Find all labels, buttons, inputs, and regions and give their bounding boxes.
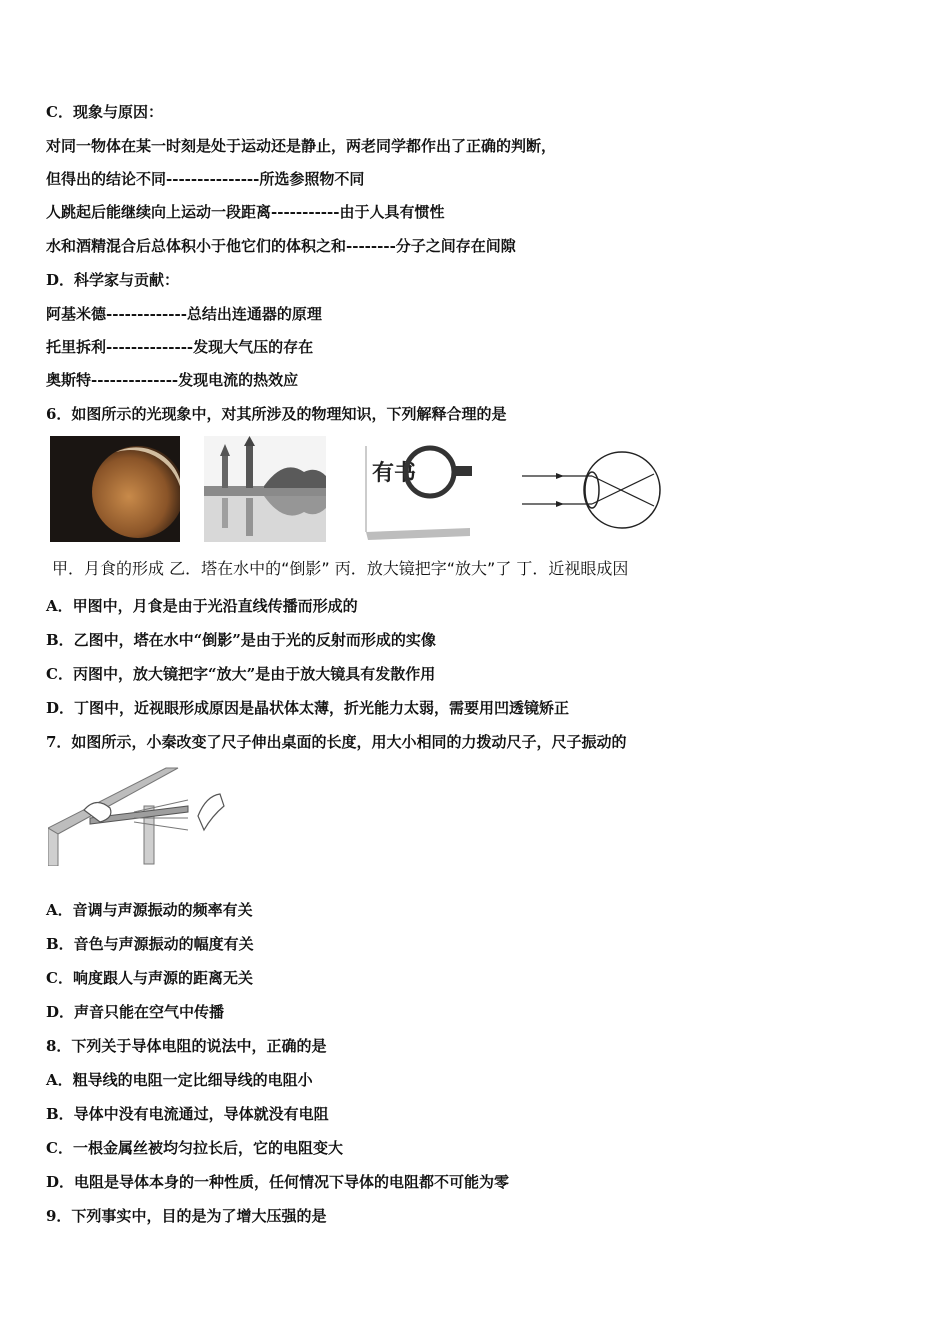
question-8-stem: 8．下列关于导体电阻的说法中，正确的是 (46, 1037, 327, 1055)
q6-option-c: C．丙图中，放大镜把字“放大”是由于放大镜具有发散作用 (46, 665, 436, 683)
text-line: 但得出的结论不同---------------所选参照物不同 (46, 170, 365, 188)
ruler-table-image (48, 766, 228, 866)
q8-option-b: B．导体中没有电流通过，导体就没有电阻 (46, 1105, 329, 1123)
q8-option-c: C．一根金属丝被均匀拉长后，它的电阻变大 (46, 1139, 343, 1157)
q8-option-a: A．粗导线的电阻一定比细导线的电阻小 (46, 1071, 313, 1089)
text-line: 水和酒精混合后总体积小于他它们的体积之和--------分子之间存在间隙 (46, 237, 516, 255)
q6-figure-caption: 甲．月食的形成 乙．塔在水中的“倒影” 丙．放大镜把字“放大”了 丁．近视眼成因 (52, 559, 629, 578)
q7-option-b: B．音色与声源振动的幅度有关 (46, 935, 254, 953)
text-line: 阿基米德-------------总结出连通器的原理 (46, 305, 322, 323)
text-line: 人跳起后能继续向上运动一段距离-----------由于人具有惯性 (46, 203, 445, 221)
q7-option-d: D．声音只能在空气中传播 (46, 1003, 225, 1021)
question-7-stem: 7．如图所示，小秦改变了尺子伸出桌面的长度，用大小相同的力拨动尺子，尺子振动的 (46, 733, 627, 751)
tower-reflection-image (204, 436, 326, 542)
text-line: 对同一物体在某一时刻是处于运动还是静止，两老同学都作出了正确的判断， (46, 137, 557, 155)
q6-option-b: B．乙图中，塔在水中“倒影”是由于光的反射而形成的实像 (46, 631, 436, 649)
q6-option-a: A．甲图中，月食是由于光沿直线传播而形成的 (46, 597, 358, 615)
q7-option-c: C．响度跟人与声源的距离无关 (46, 969, 253, 987)
q8-option-d: D．电阻是导体本身的一种性质，任何情况下导体的电阻都不可能为零 (46, 1173, 510, 1191)
section-d-heading: D．科学家与贡献： (46, 271, 180, 289)
question-9-stem: 9．下列事实中，目的是为了增大压强的是 (46, 1207, 327, 1225)
section-c-heading: C．现象与原因： (46, 103, 163, 121)
q6-figures (50, 436, 670, 546)
q7-option-a: A．音调与声源振动的频率有关 (46, 901, 253, 919)
text-line: 托里拆利--------------发现大气压的存在 (46, 338, 314, 356)
magnifier-text: 有书 (372, 461, 417, 486)
question-6-stem: 6．如图所示的光现象中，对其所涉及的物理知识，下列解释合理的是 (46, 405, 507, 423)
text-line: 奥斯特--------------发现电流的热效应 (46, 371, 299, 389)
q6-option-d: D．丁图中，近视眼形成原因是晶状体太薄，折光能力太弱，需要用凹透镜矫正 (46, 699, 570, 717)
myopia-eye-diagram (516, 436, 666, 542)
magnifier-image (360, 436, 476, 542)
lunar-eclipse-image (50, 436, 180, 542)
